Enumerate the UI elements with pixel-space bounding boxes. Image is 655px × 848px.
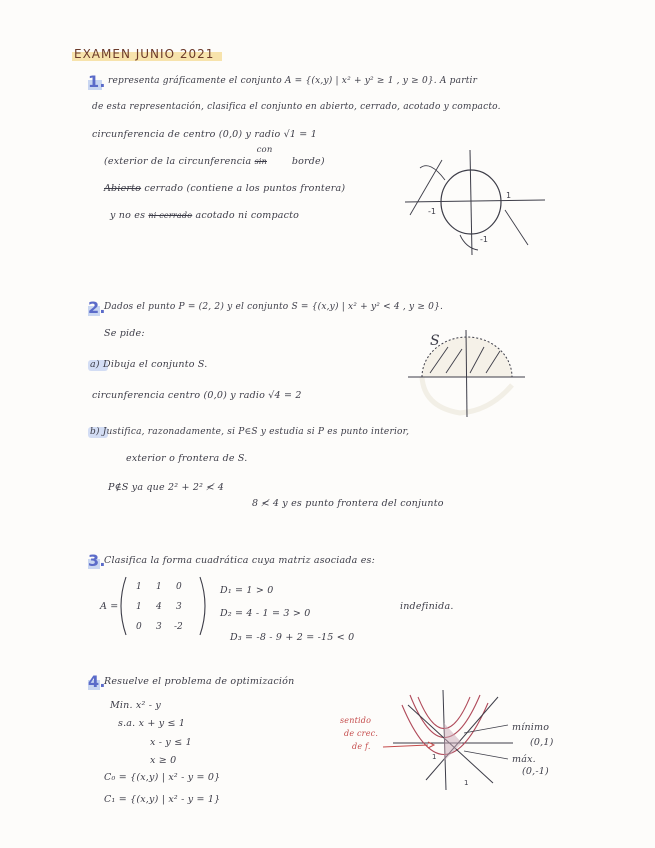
q4-graph-label-2: 1 [464,779,469,787]
q4-note-red-3: de f. [352,742,371,751]
q4-constraint-2: x - y ≤ 1 [150,737,192,748]
q3-matrix-cell: 0 [136,622,142,632]
q4-statement: Resuelve el problema de optimización [104,676,295,687]
q2-statement-line1: Dados el punto P = (2, 2) y el conjunto S = {(x,y) | x² + y² < 4 , y ≥ 0}. [104,302,444,312]
q1-statement-line2: de esta representación, clasifica el conjunto en abierto, cerrado, acotado y compacto. [92,102,501,112]
q1-answer-2-sup: con [256,145,273,155]
q1-graph-label-pos: 1 [506,191,512,200]
q1-answer-2-correction [254,145,289,167]
q2b-statement [90,427,409,437]
q4-graph-line-2 [426,697,498,780]
q1-graph-y-axis [470,150,472,255]
q3-matrix-cell: 0 [176,582,182,592]
q1-graph-hatch-1 [410,160,442,215]
q2b-text: Justifica, razonadamente, si P∈S y estudia si P es punto interior, [102,427,410,437]
q4-minimo-label: mínimo [512,722,550,733]
q4-level-c1: C₁ = {(x,y) | x² - y = 1} [104,794,221,805]
q3-matrix-cells [136,582,183,632]
q4-note-red-2: de crec. [344,729,379,738]
q4-constraint-1: s.a. x + y ≤ 1 [118,718,186,729]
q4-minimo-point: (0,1) [530,737,554,748]
q1-answer-4-struck: ni cerrado [148,211,193,220]
q1-answer-2 [104,145,325,167]
q1-answer-4-a: y no es [110,210,146,221]
q1-answer-1: circunferencia de centro (0,0) y radio √1 = 1 [92,129,317,140]
q3-matrix-left-paren [121,577,126,635]
q4-note-red-1: sentido [340,716,372,725]
q1-number: 1. [88,72,106,91]
q2a-statement [90,359,207,370]
q1-answer-3-text: cerrado (contiene a los puntos frontera) [144,183,346,194]
q3-matrix-cell: 1 [156,582,162,592]
q3-matrix-right-paren [200,577,205,635]
q4-graph-pointer-max [464,751,508,759]
q3-matrix-cell: -2 [174,622,183,632]
q1-graph-hatch-2 [420,166,445,180]
q1-graph-hatch-3 [505,210,528,245]
q2b-label: b) [90,427,100,437]
q2-graph [400,325,530,420]
q1-graph-label-neg: -1 [428,207,436,216]
q1-answer-4-b: acotado ni compacto [195,210,300,221]
q4-constraint-3: x ≥ 0 [150,755,177,766]
q2b-answer-2: 8 ≮ 4 y es punto frontera del conjunto [252,498,444,509]
q4-maximo-label: máx. [512,754,536,765]
q2a-answer: circunferencia centro (0,0) y radio √4 = 2 [92,390,302,401]
q2b-answer-1: P∉S ya que 2² + 2² ≮ 4 [108,482,224,493]
q1-answer-3 [104,183,345,194]
q4-graph-label-1: 1 [432,753,437,761]
q2-graph-set-label: S [430,333,440,349]
q2-statement-line2: Se pide: [104,328,145,339]
q3-matrix-cell: 3 [156,622,162,632]
q1-graph-label-low: -1 [480,235,488,244]
q1-answer-4 [110,210,299,221]
q1-statement-line1: representa gráficamente el conjunto A = {(x,y) | x² + y² ≥ 1 , y ≥ 0}. A partir [108,76,478,86]
q4-graph-feasible-region [444,723,462,761]
q3-matrix-label: A = [100,601,119,612]
q2a-text: Dibuja el conjunto S. [103,359,208,370]
q4-maximo-point: (0,-1) [522,766,549,777]
q2-number: 2. [88,298,106,317]
q4-graph [388,685,518,795]
q2a-label: a) [90,359,100,370]
q3-result: indefinida. [400,601,454,612]
q4-number: 4. [88,672,106,691]
q1-graph-hatch-4 [460,235,478,250]
q1-graph [400,140,550,260]
q3-matrix-cell: 3 [176,602,182,612]
q1-answer-2-text: (exterior de la circunferencia [104,156,252,167]
q1-answer-2-struck: sin [254,157,267,166]
q3-minor-d1: D₁ = 1 > 0 [220,585,274,596]
q4-level-c0: C₀ = {(x,y) | x² - y = 0} [104,772,221,783]
q4-graph-red-arrow [383,745,428,747]
q1-answer-2-end: borde) [291,156,325,167]
q3-minor-d3: D₃ = -8 - 9 + 2 = -15 < 0 [230,632,355,643]
q3-matrix-cell: 1 [136,602,142,612]
q1-answer-3-struck: Abierto [104,183,142,194]
q3-matrix [118,575,218,637]
q3-matrix-cell: 4 [156,602,162,612]
q3-minor-d2: D₂ = 4 - 1 = 3 > 0 [220,608,311,619]
q4-objective: Min. x² - y [110,700,161,711]
exam-title: EXAMEN JUNIO 2021 [74,47,215,61]
q3-matrix-cell: 1 [136,582,142,592]
q3-number: 3. [88,551,106,570]
q2b-statement-2: exterior o frontera de S. [126,453,248,464]
q3-statement: Clasifica la forma cuadrática cuya matriz asociada es: [104,555,376,566]
q1-graph-x-axis [405,200,545,202]
